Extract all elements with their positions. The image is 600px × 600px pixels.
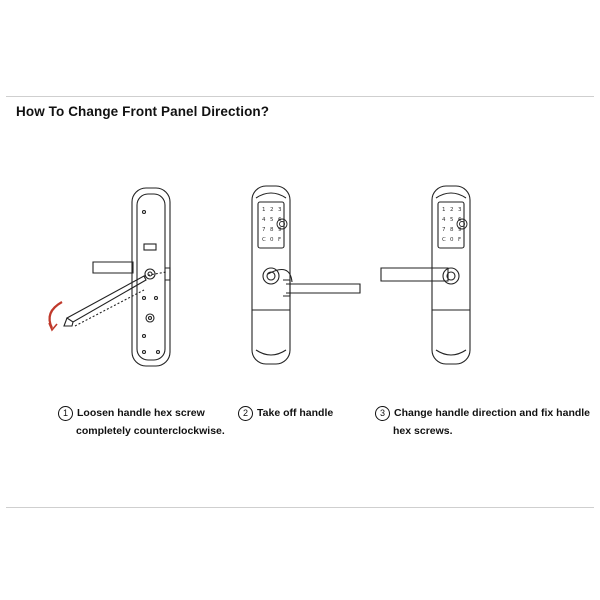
keypad-key: 1 (442, 207, 446, 213)
keypad-key: 1 (262, 207, 266, 213)
keypad-key: 5 (450, 217, 454, 223)
lever-handle-detached (268, 270, 360, 297)
step-1 (58, 404, 225, 440)
step-number-badge: 2 (238, 406, 253, 421)
keypad-key: F (458, 237, 462, 243)
keypad-key: 9 (278, 227, 282, 233)
keypad-key: 2 (270, 207, 274, 213)
keypad-key: 5 (270, 217, 274, 223)
step-1-line2: completely counterclockwise. (76, 425, 225, 437)
keypad-key: 9 (458, 227, 462, 233)
lock-back-panel (132, 188, 170, 366)
step-3-line2: hex screws. (393, 425, 453, 437)
keypad-key: 3 (458, 207, 462, 213)
keypad-key: C (442, 237, 446, 243)
keypad-key: 6 (278, 217, 282, 223)
keypad-key: F (278, 237, 282, 243)
keypad-key: 0 (450, 237, 454, 243)
step-number-badge: 1 (58, 406, 73, 421)
keypad-key: 3 (278, 207, 282, 213)
keypad-panel-2 (262, 207, 282, 243)
lever-handle-reversed (381, 268, 448, 281)
keypad-key: 0 (270, 237, 274, 243)
step-number-badge: 3 (375, 406, 390, 421)
fingerprint-sensor-icon (277, 219, 287, 229)
keypad-panel-3 (442, 207, 462, 243)
step-3 (375, 404, 590, 440)
step-1-line1: Loosen handle hex screw (77, 407, 205, 419)
step-3-line1: Change handle direction and fix handle (394, 407, 591, 419)
keypad-key: 4 (442, 217, 446, 223)
step-2-line1: Take off handle (257, 407, 334, 419)
keypad-key: 4 (262, 217, 266, 223)
keypad-key: 8 (270, 227, 274, 233)
keypad-key: 6 (458, 217, 462, 223)
keypad-key: 2 (450, 207, 454, 213)
keypad-key: 7 (442, 227, 446, 233)
hex-key-icon (64, 272, 166, 326)
keypad-key: 8 (450, 227, 454, 233)
counterclockwise-arrow-icon (50, 302, 62, 328)
keypad-key: C (262, 237, 266, 243)
fingerprint-sensor-icon (457, 219, 467, 229)
step-2 (238, 404, 333, 422)
keypad-key: 7 (262, 227, 266, 233)
page-title: How To Change Front Panel Direction? (16, 104, 270, 119)
